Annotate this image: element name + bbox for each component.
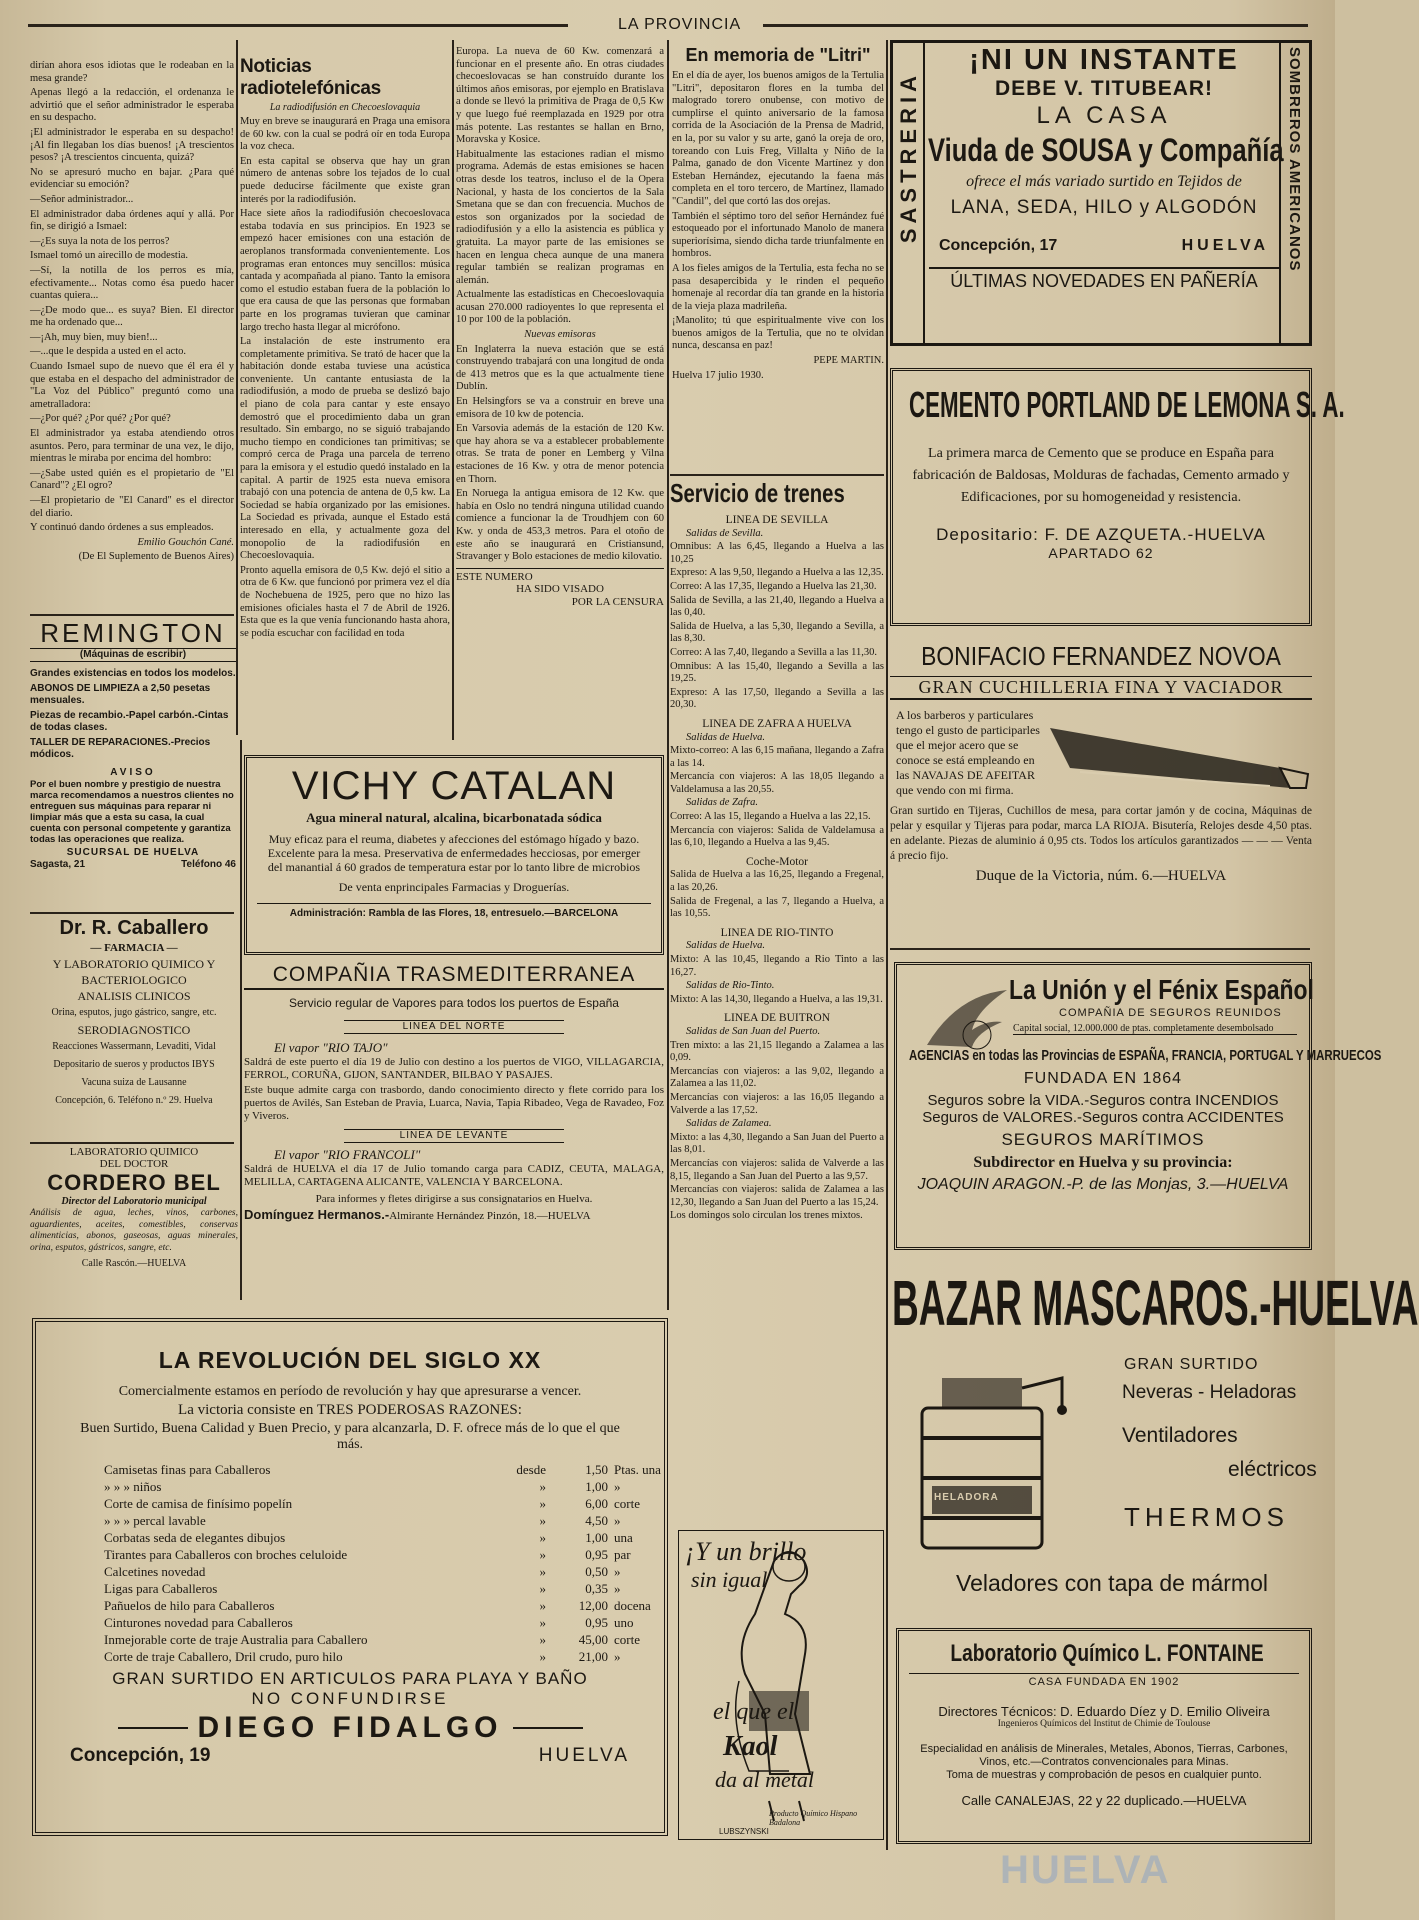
mascaros-line: Neveras - Heladoras (1122, 1382, 1297, 1403)
story-paragraph: Apenas llegó a la redacción, el ordenanza le advirtió que el señor administrador le esperaba en su despacho. (30, 87, 234, 124)
cordero-title: CORDERO BEL (47, 1170, 221, 1195)
kaol-artist: LUBSZYNSKI (719, 1827, 769, 1836)
fontaine-specialty: Especialidad en análisis de Minerales, Metales, Abonos, Tierras, Carbones, Vinos, etc.—Contratos convencionales para Minas. (920, 1743, 1288, 1768)
price-cell-d: » (539, 1615, 546, 1630)
trasmed-agent-address: Almirante Hernández Pinzón, 18.—HUELVA (389, 1210, 591, 1222)
radio-paragraph: Europa. La nueva de 60 Kw. comenzará a funcionar en el presente año. En otras ciudades checoeslovacas se han construído durante los últimos años emisoras, por ejemplo en Bratislava a donde se llevó la primitiva de Praga de 0,5 Kw y que luego fué reemplazada en 1929 por otra más potente. Las restantes se hallan en Brno, Moravska y Kosice. (456, 46, 664, 146)
story-author: Emilio Gouchón Cané. (137, 536, 234, 548)
fidalgo-intro: La victoria consiste en TRES PODEROSAS RAZONES: (178, 1402, 522, 1418)
radio-paragraph: En Noruega la antigua emisora de 12 Kw. que había en Oslo no tendrá ninguna utilidad cuando comience a funcionar la de Troudhjem con 60 Kw. y onda de 453,3 metros. Para el otoño de este año se inaugurará en Cristiansund, Stravanger y Bolo estaciones de medio kilovatio. (456, 488, 664, 563)
mascaros-title: BAZAR MASCAROS.-HUELVA (892, 1267, 1419, 1339)
fenix-subtitle: COMPAÑIA DE SEGUROS REUNIDOS (1059, 1007, 1282, 1019)
fontaine-title: Laboratorio Químico L. FONTAINE (950, 1640, 1264, 1667)
price-cell-u: » (614, 1479, 621, 1494)
sousa-side-label: SASTRERIA (896, 71, 921, 244)
caballero-line: ANALISIS CLINICOS (77, 989, 191, 1003)
fenix-service: Seguros de VALORES.-Seguros contra ACCIDENTES (922, 1109, 1284, 1126)
price-cell-p: 12,00 (578, 1598, 608, 1613)
price-cell-d: desde (516, 1462, 546, 1477)
kaol-slogan: ¡Y un brillo (685, 1537, 807, 1566)
sousa-offer: ofrece el más variado surtido en Tejidos de (966, 173, 1242, 190)
caballero-line: Orina, esputos, jugo gástrico, sangre, etc. (51, 1007, 217, 1018)
mascaros-line: eléctricos (1228, 1458, 1317, 1481)
story-paragraph: —El propietario de "El Canard" es el director del diario. (30, 495, 234, 519)
vichy-subtitle: Agua mineral natural, alcalina, bicarbonatada sódica (306, 810, 602, 825)
lemona-body: La primera marca de Cemento que se produce en España para fabricación de Baldosas, Molduras de fachadas, Cemento armado y Edificaciones, por su homogeneidad y resistencia. (912, 446, 1290, 505)
censor-notice: HA SIDO VISADO (516, 583, 604, 596)
train-entry: Mixto: a las 4,30, llegando a San Juan del Puerto a las 8,01. (670, 1131, 884, 1156)
price-cell-d: » (539, 1632, 546, 1647)
razor-icon (1040, 708, 1310, 818)
sousa-footer: ÚLTIMAS NOVEDADES EN PAÑERÍA (929, 267, 1279, 292)
story-paragraph: —Señor administrador... (30, 193, 134, 205)
kaol-credit: Producto Químico Hispano Badalona (769, 1809, 858, 1827)
train-entry: Los domingos solo circulan los trenes mixtos. (670, 1210, 863, 1222)
price-cell-u: corte (614, 1496, 640, 1511)
mascaros-thermos: THERMOS (1124, 1502, 1289, 1532)
train-entry: Correo: A las 7,40, llegando a Sevilla a las 11,30. (670, 646, 877, 658)
cordero-address: Calle Rascón.—HUELVA (81, 1258, 187, 1269)
price-cell-p: 6,00 (585, 1496, 608, 1511)
radio-paragraph: Hace siete años la radiodifusión checoeslovaca estaba todavía en sus principios. En 1923 se empezó hacer emisiones con una estación de aeroplanos transformada convenientemente. Los programas eran entonces muy sencillos: música cantada y acompañada al piano. Tanto la emisora como el estudio estaban fuera de la población lo que era causa de que las personas que formaban parte en los programas tuvieran que caminar largo trecho hasta llegar al micrófono. (240, 208, 450, 333)
price-cell-u: » (614, 1564, 621, 1579)
train-entry: Salidas de Sevilla. (686, 527, 764, 539)
trasmed-subtitle: Servicio regular de Vapores para todos los puertos de España (289, 996, 619, 1010)
price-cell-n: Corbatas seda de elegantes dibujos (104, 1530, 286, 1545)
train-entry: Salidas de Huelva. (686, 731, 766, 743)
price-cell-p: 1,00 (585, 1479, 608, 1494)
train-entry: Salida de Huelva a las 16,25, llegando a Fregenal, a las 20,26. (670, 869, 884, 894)
price-cell-u: corte (614, 1632, 640, 1647)
vichy-sale: De venta enprincipales Farmacias y Droguerías. (338, 880, 570, 894)
lemona-title: CEMENTO PORTLAND DE LEMONA S. A. (909, 384, 1345, 425)
column-rule (886, 40, 888, 1850)
story-paragraph: —¿Por qué? ¿Por qué? ¿Por qué? (30, 413, 171, 425)
price-cell-p: 45,00 (578, 1632, 608, 1647)
lemona-depositary: Depositario: F. DE AZQUETA.-HUELVA (936, 525, 1266, 544)
fidalgo-name: DIEGO FIDALGO (197, 1711, 503, 1744)
train-entry: Correo: A las 17,35, llegando a Huelva las 21,30. (670, 580, 877, 592)
sousa-address: Concepción, 17 (939, 237, 1058, 254)
vichy-ad (244, 755, 664, 955)
sousa-headline: DEBE V. TITUBEAR! (994, 77, 1214, 100)
price-cell-n: Inmejorable corte de traje Australia para Caballero (104, 1632, 368, 1647)
price-row (104, 1563, 644, 1580)
cordero-pre: LABORATORIO QUIMICO (69, 1146, 199, 1158)
radio-title: Noticias radiotelefónicas (240, 56, 381, 99)
price-cell-n: Tirantes para Caballeros con broches celuloide (104, 1547, 348, 1562)
divider (670, 474, 884, 476)
remington-line: Grandes existencias en todos los modelos. (30, 668, 236, 679)
price-cell-p: 0,95 (585, 1547, 608, 1562)
train-entry: Mixto: A las 14,30, llegando a Huelva, a las 19,31. (670, 993, 883, 1005)
story-paragraph: —¿De modo que... es suya? Bien. El director me ha ordenado que... (30, 304, 234, 329)
phoenix-icon (917, 985, 1017, 1055)
fidalgo-address: Concepción, 19 (70, 1745, 211, 1766)
price-cell-d: » (539, 1564, 546, 1579)
divider (30, 912, 234, 914)
litri-title: En memoria de "Litri" (685, 45, 871, 65)
remington-address: Sagasta, 21 (30, 859, 86, 870)
price-cell-p: 4,50 (585, 1513, 608, 1528)
train-entry: Omnibus: A las 6,45, llegando a Huelva a las 10,25 (670, 541, 884, 565)
price-cell-p: 1,00 (585, 1530, 608, 1545)
fenix-service: Seguros sobre la VIDA.-Seguros contra INCENDIOS (927, 1092, 1279, 1109)
fidalgo-intro: Comercialmente estamos en período de revolución y hay que apresurarse a vencer. (118, 1384, 582, 1399)
story-paragraph: El administrador daba órdenes aquí y allá. Por fin, se dirigió a Ismael: (30, 208, 234, 233)
sousa-ad (890, 40, 1312, 346)
litri-paragraph: También el séptimo toro del señor Hernández fué estoqueado por el infortunado Manolo de manera superiorísima, siendo dicha tarde triunfalmente en hombros. (672, 210, 884, 260)
price-cell-u: » (614, 1649, 621, 1664)
train-line-heading: Coche-Motor (746, 855, 808, 868)
cordero-body: Análisis de agua, leches, vinos, carbones, aguardientes, aceites, comestibles, conservas alimenticias, abonos, gaseosas, aguas minerales, orina, esputos, gástricos, sangre, etc. (30, 1208, 238, 1253)
caballero-title: Dr. R. Caballero (59, 917, 209, 939)
radio-paragraph: En Helsingfors se va a construir en breve una emisora de 10 kw de potencia. (456, 396, 664, 420)
train-entry: Salidas de San Juan del Puerto. (686, 1025, 821, 1037)
radio-article-continued (456, 46, 664, 732)
story-paragraph: —Sí, la notilla de los perros es mía, efectivamente... Notas como ésa puedo hacer cuantas quiera... (30, 264, 234, 302)
story-paragraph: —...que le despida a usted en el acto. (30, 346, 186, 358)
story-column (30, 60, 234, 615)
train-entry: Mixto: A las 10,45, llegando a Rio Tinto a las 16,27. (670, 954, 884, 978)
masthead (28, 14, 1308, 34)
train-line-heading: LINEA DE ZAFRA A HUELVA (702, 717, 852, 730)
price-cell-n: Corte de camisa de finísimo popelín (104, 1496, 293, 1511)
sousa-city: HUELVA (1181, 237, 1269, 254)
column-rule (452, 40, 454, 740)
trasmed-vessel: El vapor "RIO FRANCOLI" (274, 1147, 421, 1162)
sousa-la-casa: LA CASA (1036, 102, 1172, 129)
masthead-rule-left (28, 24, 568, 27)
fontaine-engineers: Ingenieros Químicos del Institut de Chimie de Toulouse (997, 1719, 1211, 1729)
price-cell-n: » » » percal lavable (104, 1513, 206, 1528)
remington-line: TALLER DE REPARACIONES.-Precios módicos. (30, 737, 211, 760)
train-line-heading: LINEA DE SEVILLA (725, 514, 829, 526)
train-entry: Expreso: A las 17,50, llegando a Sevilla a las 20,30. (670, 686, 884, 711)
price-cell-n: Pañuelos de hilo para Caballeros (104, 1598, 275, 1613)
train-entry: Mercancía con viajeros: Salida de Valdelamusa a las 6,10, llegando a Huelva a las 9,45. (670, 824, 884, 849)
litri-paragraph: En el día de ayer, los buenos amigos de la Tertulia "Litri", depositaron flores en la tumba del malogrado torero onubense, con motivo de cumplirse el quinto aniversario de la famosa corrida de la Asociación de la Prensa de Madrid, en la, por su valor y su arte, ganó la oreja de oro, toreando con Luis Freg, Villalta y Niño de la Palma, ganado de don Vicente Martínez y don Esteban Hernández, ejecutando la faena más completa en el toro tercero, de Martínez, llamado "Candil", del que cortó las dos orejas. (672, 70, 884, 207)
litri-date: Huelva 17 julio 1930. (672, 369, 764, 381)
train-line-heading: LINEA DE RIO-TINTO (720, 926, 834, 939)
train-entry: Mercancía con viajeros: A las 18,05 llegando a Valdelamusa a las 20,55. (670, 771, 884, 795)
price-cell-p: 0,35 (585, 1581, 608, 1596)
fenix-subdirector: Subdirector en Huelva y su provincia: (973, 1154, 1233, 1171)
radio-paragraph: La instalación de este instrumento era completamente primitiva. Se trató de hacer que la habitación donde estaba tuviese una acústica conveniente. Un cantante entusiasta de la radiodifusión, a modo de prueba se deslizó bajo el piano de cola para cantar y este ensayo demostró que el procedimiento daba un gran resultado. Sin embargo, no se siguió trabajando mucho tiempo en condiciones tan primitivas; se compró cerca de Praga una parcela de terreno para la emisora y el estudio quedó instalado en la capital. A partir de 1925 esta nueva emisora trabajó con una potencia de antena de 0,5 kw. La Sociedad se había organizado por las emisiones. La Sociedad es privada, aunque el Estado está interesado en ella, y actualmente goza del monopolio de la radiodifusión en Checoeslovaquia. (240, 336, 450, 562)
sousa-contact (929, 237, 1279, 255)
divider (890, 948, 1310, 950)
mascaros-fridge-label: HELADORA (934, 1492, 999, 1503)
divider (30, 1142, 234, 1144)
price-cell-u: uno (614, 1615, 634, 1630)
story-paragraph: Ismael tomó un airecillo de modestia. (30, 250, 189, 262)
trasmed-vessel-body: Saldrá de este puerto el día 19 de Julio con destino a los puertos de VIGO, VILLAGARCIA, FERROL, CORUÑA, GIJON, SANTANDER, BILBAO Y PASAJES. (244, 1056, 664, 1081)
price-cell-p: 21,00 (578, 1649, 608, 1664)
price-row (104, 1495, 644, 1512)
price-cell-n: Camisetas finas para Caballeros (104, 1462, 271, 1477)
story-source: (De El Suplemento de Buenos Aires) (78, 551, 234, 563)
train-entry: Salidas de Huelva. (686, 940, 766, 952)
train-entry: Salidas de Rio-Tinto. (686, 980, 775, 992)
cordero-director: Director del Laboratorio municipal (61, 1196, 207, 1207)
fenix-ad (894, 962, 1382, 1250)
remington-contact (30, 859, 236, 871)
caballero-line: Y LABORATORIO QUIMICO Y (52, 957, 216, 971)
train-entry: Salidas de Zafra. (686, 797, 759, 809)
lemona-box: APARTADO 62 (1048, 545, 1154, 561)
story-paragraph: Y continuó dando órdenes a sus empleados. (30, 522, 214, 534)
story-paragraph: Cuando Ismael supo de nuevo que él era él y que estaba en el despacho del administrador de "La Voz del Público" preguntó como una ametralladora: (30, 361, 234, 410)
price-cell-d: » (539, 1479, 546, 1494)
train-entry: Mercancías con viajeros: a las 16,05 llegando a Valverde a las 17,52. (670, 1091, 884, 1116)
trasmed-line-north: LINEA DEL NORTE (344, 1020, 564, 1034)
remington-title: REMINGTON (40, 618, 226, 648)
remington-aviso-title: AVISO (110, 767, 156, 778)
train-entry: Salidas de Zalamea. (686, 1118, 772, 1130)
price-cell-d: » (539, 1598, 546, 1613)
price-cell-u: » (614, 1513, 621, 1528)
caballero-line: Vacuna suiza de Lausanne (81, 1077, 187, 1088)
caballero-line: Concepción, 6. Teléfono n.º 29. Huelva (55, 1095, 213, 1106)
radio-paragraph: Muy en breve se inaugurará en Praga una emisora de 60 kw. con la cual se podrá oír en toda Europa la voz checa. (240, 116, 450, 153)
fenix-title: La Unión y el Fénix Español (1009, 974, 1314, 1005)
kaol-brand: Kaol (723, 1731, 778, 1762)
sousa-fabrics: LANA, SEDA, HILO y ALGODÓN (950, 197, 1258, 218)
story-paragraph: —¿Sabe usted quién es el propietario de "El Canard"? ¿El ogro? (30, 467, 234, 492)
radio-article (240, 56, 450, 736)
column-rule (667, 40, 669, 1310)
radio-paragraph: Habitualmente las estaciones radian el mismo programa. Además de estas emisiones se hacen otras desde los teatros, incluso el de la Opera Nacional, y hasta de los conciertos de la Sala Smetana que se dan con frecuencia. Muchos de estos son organizados por la sociedad de radiodifusión y a ello la asistencia es pública y gratuita. La mayor parte de las emisiones se hacen en lengua checa aunque de una manera regular también se realizan programas en alemán. (456, 148, 664, 286)
fontaine-ad (896, 1628, 1312, 1844)
mascaros-tables: Veladores con tapa de mármol (956, 1570, 1268, 1596)
price-cell-d: » (539, 1581, 546, 1596)
fontaine-address: Calle CANALEJAS, 22 y 22 duplicado.—HUELVA (961, 1793, 1247, 1808)
train-schedule (670, 478, 884, 1298)
price-cell-u: una (614, 1530, 633, 1545)
kaol-slogan: el que el (713, 1699, 795, 1725)
caballero-line: BACTERIOLOGICO (81, 973, 187, 987)
fenix-agent: JOAQUIN ARAGON.-P. de las Monjas, 3.—HUELVA (917, 1176, 1289, 1193)
cordero-ad (30, 1146, 238, 1306)
caballero-line: Reacciones Wassermann, Levaditi, Vidal (52, 1041, 216, 1052)
remington-subtitle: (Máquinas de escribir) (30, 648, 236, 662)
fenix-founded: FUNDADA EN 1864 (1023, 1070, 1183, 1087)
price-cell-d: » (539, 1530, 546, 1545)
library-watermark: HUELVA (1000, 1848, 1171, 1892)
price-cell-n: Calcetines novedad (104, 1564, 206, 1579)
story-paragraph: —¿Es suya la nota de los perros? (30, 235, 170, 247)
train-entry: Mercancías con viajeros: a las 9,02, llegando a Zalamea a las 11,02. (670, 1065, 884, 1090)
remington-branch: SUCURSAL DE HUELVA (66, 847, 200, 858)
price-row (104, 1631, 644, 1648)
masthead-rule-right (763, 24, 1308, 27)
trasmed-vessel: El vapor "RIO TAJO" (274, 1040, 388, 1055)
fontaine-founded: CASA FUNDADA EN 1902 (909, 1673, 1299, 1688)
trasmed-title: COMPAÑIA TRASMEDITERRANEA (244, 962, 664, 990)
price-cell-d: » (539, 1547, 546, 1562)
kaol-slogan: sin igual (691, 1567, 768, 1592)
trasmed-vessel-body: Saldrá de HUELVA el día 17 de Julio tomando carga para CADIZ, CEUTA, MALAGA, MELILLA, CARTAGENA ALICANTE, VALENCIA Y BARCELONA. (244, 1163, 664, 1188)
radio-paragraph: En Inglaterra la nueva estación que se está construyendo trabajará con una longitud de onda de 413 metros que es la que actualmente tiene Dublín. (456, 343, 664, 393)
ice-cream-maker-icon (902, 1358, 1072, 1558)
lemona-ad (890, 368, 1345, 626)
price-cell-u: » (614, 1581, 621, 1596)
censor-notice: POR LA CENSURA (571, 595, 664, 608)
mascaros-ad (892, 1267, 1419, 1618)
caballero-line: SERODIAGNOSTICO (77, 1023, 191, 1037)
fidalgo-title: LA REVOLUCIÓN DEL SIGLO XX (158, 1347, 542, 1373)
novoa-subtitle: GRAN CUCHILLERIA FINA Y VACIADOR (890, 676, 1312, 700)
price-row (104, 1597, 651, 1614)
fenix-service: SEGUROS MARÍTIMOS (1001, 1130, 1205, 1149)
trasmed-agent: Domínguez Hermanos.- (244, 1207, 390, 1222)
remington-line: Piezas de recambio.-Papel carbón.-Cintas de todas clases. (30, 710, 229, 733)
fenix-capital: Capital social, 12.000.000 de ptas. completamente desembolsado (1013, 1023, 1297, 1035)
kaol-ad (678, 1530, 884, 1840)
novoa-title: BONIFACIO FERNANDEZ NOVOA (921, 641, 1281, 671)
price-row (104, 1546, 644, 1563)
litri-paragraph: A los fieles amigos de la Tertulia, esta fecha no se pasa desapercibida y le rinden el pequeño homenaje al recordar día tan grande en la historia de la vieja plaza madrileña. (672, 262, 884, 312)
price-row (104, 1529, 644, 1546)
train-entry: Correo: A las 15, llegando a Huelva a las 22,15. (670, 811, 871, 823)
fidalgo-contact (56, 1745, 644, 1767)
price-cell-n: Cinturones novedad para Caballeros (104, 1615, 293, 1630)
mascaros-line: Ventiladores (1122, 1424, 1238, 1447)
sousa-headline: ¡NI UN INSTANTE (969, 44, 1239, 76)
radio-paragraph: En esta capital se observa que hay un gran número de antenas sobre los tejados de lo cual puede deducirse fácilmente que existe gran interés por la radiodifusión. (240, 155, 450, 205)
fidalgo-city: HUELVA (538, 1745, 630, 1766)
price-cell-d: » (539, 1649, 546, 1664)
litri-signature: PEPE MARTIN. (813, 355, 884, 367)
price-row (104, 1648, 644, 1665)
radio-subheading: Nuevas emisoras (524, 329, 596, 341)
fontaine-directors: Directores Técnicos: D. Eduardo Díez y D. Emilio Oliveira (938, 1704, 1270, 1719)
remington-line: ABONOS DE LIMPIEZA a 2,50 pesetas mensuales. (30, 683, 211, 706)
novoa-address: Duque de la Victoria, núm. 6.—HUELVA (975, 868, 1227, 884)
price-cell-n: Ligas para Caballeros (104, 1581, 218, 1596)
sousa-name: Viuda de SOUSA y Compañía (928, 132, 1284, 168)
fenix-agencies: AGENCIAS en todas las Provincias de ESPAÑA, FRANCIA, PORTUGAL Y MARRUECOS (909, 1047, 1382, 1064)
story-paragraph: No se apresuró mucho en bajar. ¿Para qué evidenciar su emoción? (30, 166, 234, 191)
fidalgo-no-confundirse: NO CONFUNDIRSE (251, 1689, 449, 1708)
caballero-line: Depositario de sueros y productos IBYS (53, 1059, 215, 1070)
censor-notice: ESTE NUMERO (456, 570, 533, 583)
price-cell-d: » (539, 1496, 546, 1511)
story-paragraph: —¡Ah, muy bien, muy bien!... (30, 331, 158, 343)
train-title: Servicio de trenes (670, 478, 845, 508)
trasmed-line-levante: LINEA DE LEVANTE (344, 1129, 564, 1143)
novoa-ad (890, 640, 1312, 946)
fontaine-sampling: Toma de muestras y comprobación de pesos en cualquier punto. (946, 1769, 1262, 1781)
vichy-body: Muy eficaz para el reuma, diabetes y afecciones del estómago hígado y bazo. Excelente para la mesa. Preservativa de enfermedades hecciosas, por emerger del manantial á 60 grados de temperatura estar por lo tanto libre de microbios (267, 832, 641, 874)
train-entry: Expreso: A las 9,50, llegando a Huelva a las 12,35. (670, 567, 884, 579)
price-list (56, 1461, 661, 1665)
price-cell-p: 1,50 (585, 1462, 608, 1477)
train-entry: Mercancías con viajeros: salida de Zalamea a las 12,30, llegando a San Juan del Puerto a las 15,24. (670, 1184, 884, 1208)
train-entry: Tren mixto: a las 21,15 llegando a Zalamea a las 0,09. (670, 1039, 884, 1064)
trasmed-info: Para informes y fletes dirigirse a sus consignatarios en Huelva. (315, 1193, 593, 1205)
train-entry: Salida de Sevilla, a las 21,40, llegando a Huelva a las 0,40. (670, 594, 884, 619)
story-paragraph: El administrador ya estaba atendiendo otros asuntos. Pero, para terminar de una vez, le dijo, mientras le miraba por encima del hombro: (30, 428, 234, 465)
vichy-admin: Administración: Rambla de las Flores, 18, entresuelo.—BARCELONA (257, 903, 651, 920)
caballero-line: — FARMACIA — (90, 942, 178, 954)
trasmed-vessel-body: Este buque admite carga con trasbordo, dando conocimiento directo y flete corrido para los puertos de Avilés, San Esteban de Pravia, Luarca, Navia, Tapia Ribadeo, Vega de Ravadeo, Foz y Viveros. (244, 1084, 664, 1122)
price-row (104, 1580, 644, 1597)
vichy-title: VICHY CATALAN (291, 764, 617, 808)
train-entry: Omnibus: A las 15,40, llegando a Sevilla a las 19,25. (670, 660, 884, 685)
kaol-slogan: da al metal (715, 1767, 814, 1792)
column-rule (236, 40, 238, 735)
litri-paragraph: ¡Manolito; tú que espiritualmente vive con los buenos amigos de la Tertulia, que no te olvidan nunca, descansa en paz! (672, 315, 884, 352)
radio-paragraph: Pronto aquella emisora de 0,5 Kw. dejó el sitio a otra de 6 Kw. que funcionó por primera vez el día de Nochebuena de 1925, pero que no hizo las emisiones oficiales hasta el 7 de Abril de 1926. Esta que es la que venía funcionando hasta ahora, se podía escuchar con facilidad en toda (240, 564, 450, 639)
fidalgo-intro: Buen Surtido, Buena Calidad y Buen Precio, y para alcanzarla, D. F. ofrece más de lo que el que más. (80, 1421, 620, 1452)
remington-ad (30, 618, 236, 914)
fidalgo-tagline: GRAN SURTIDO EN ARTICULOS PARA PLAYA Y BAÑO (112, 1669, 588, 1688)
price-row (104, 1461, 661, 1478)
train-entry: Salida de Huelva, a las 5,30, llegando a Sevilla, a las 8,30. (670, 620, 884, 645)
caballero-ad (30, 916, 238, 1140)
price-row (104, 1614, 644, 1631)
litri-article (672, 44, 884, 474)
remington-aviso: Por el buen nombre y prestigio de nuestra marca recomendamos a nuestros clientes no entreguen sus máquinas para reparar ni limpiar más que a esta su casa, la cual cuenta con personal competente y garantiza todas las operaciones que realiza. (30, 779, 234, 845)
divider (30, 614, 234, 616)
radio-subtitle: La radiodifusión en Checoeslovaquia (269, 102, 421, 113)
price-cell-d: » (539, 1513, 546, 1528)
fidalgo-ad (32, 1318, 668, 1836)
train-line-heading: LINEA DE BUITRON (723, 1012, 831, 1025)
price-cell-n: » » » niños (104, 1479, 162, 1494)
price-cell-u: par (614, 1547, 631, 1562)
story-paragraph: dirían ahora esos idiotas que le rodeaban en la mesa grande? (30, 60, 234, 84)
train-entry: Mixto-correo: A las 6,15 mañana, llegando a Zafra a las 14. (670, 745, 884, 769)
price-cell-p: 0,95 (585, 1615, 608, 1630)
novoa-body: Gran surtido en Tijeras, Cuchillos de mesa, para cortar jamón y de cocina, Máquinas de pelar y esquilar y Tijeras para podar, marca LA RIOJA. Bisutería, Relojes desde 4,50 ptas. en adelante. Piezas de aluminio á 0,95 cts. Todos los artículos garantizados — — — Venta á precio fijo. (890, 805, 1312, 862)
remington-phone: Teléfono 46 (181, 859, 236, 870)
sousa-side-label: SOMBREROS AMERICANOS (1286, 47, 1303, 272)
trasmediterranea-ad (244, 962, 664, 1304)
price-row (104, 1478, 644, 1495)
price-cell-u: docena (614, 1598, 651, 1613)
train-entry: Salida de Fregenal, a las 7, llegando a Huelva, a las 10,55. (670, 895, 884, 920)
price-cell-u: Ptas. una (614, 1462, 661, 1477)
train-entry: Mercancías con viajeros: salida de Valverde a las 8,15, llegando a San Juan del Puerto a las 9,57. (670, 1157, 884, 1182)
newspaper-title: LA PROVINCIA (618, 16, 742, 33)
radio-paragraph: En Varsovia además de la estación de 120 Kw. que hay ahora se va a establecer probablemente otras. Se trata de poner en Lemberg y Vilna estaciones de 16 Kw. y otra de menor potencia en Thorn. (456, 423, 664, 485)
story-paragraph: ¡El administrador le esperaba en su despacho! ¡Al fin llegaban los días buenos! ¡A trescientos pesos? ¡A trescientos cincuenta, quizá? (30, 126, 234, 164)
price-cell-p: 0,50 (585, 1564, 608, 1579)
price-row (104, 1512, 644, 1529)
price-cell-n: Corte de traje Caballero, Dril crudo, puro hilo (104, 1649, 343, 1664)
column-rule (240, 740, 242, 1300)
cordero-pre: DEL DOCTOR (99, 1158, 169, 1170)
novoa-body: A los barberos y particulares tengo el gusto de participarles que el mejor acero que se conoce se está empleando en las NAVAJAS DE AFEITAR que vendo con mi firma. (896, 708, 1040, 797)
radio-paragraph: Actualmente las estadísticas en Checoeslovaquia acusan 270.000 radioyentes lo que representa el 10 por 100 de la población. (456, 289, 664, 326)
mascaros-line: GRAN SURTIDO (1124, 1356, 1259, 1373)
